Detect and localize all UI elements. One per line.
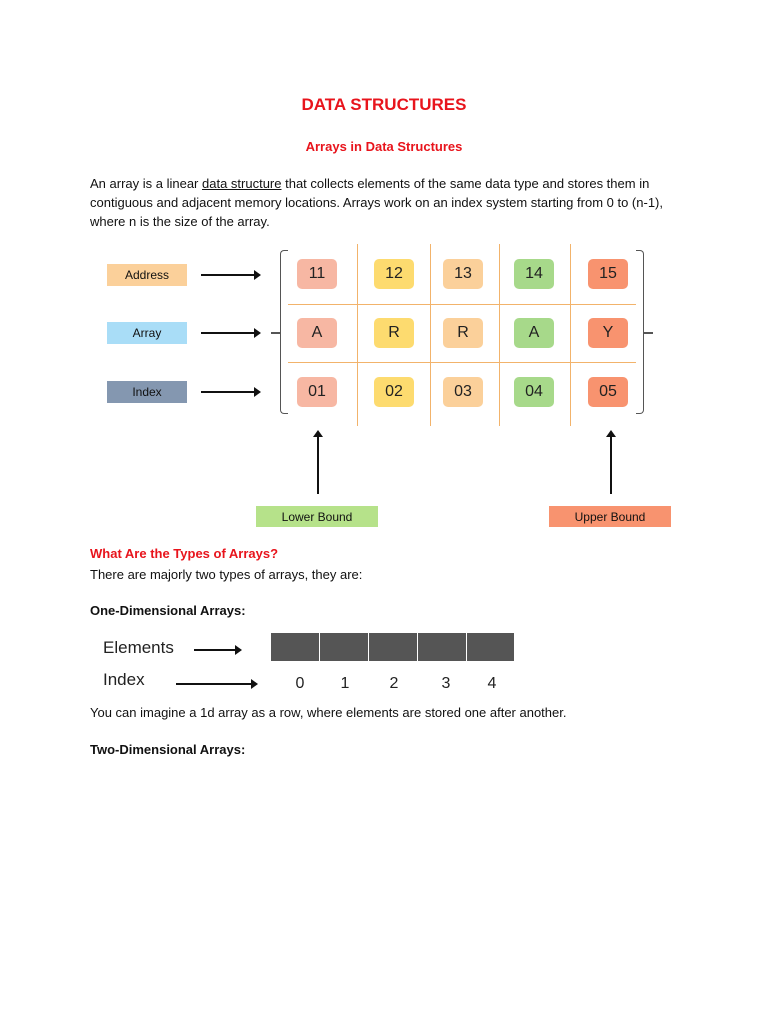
index-row-label: Index	[103, 670, 145, 689]
array-index: 0	[295, 675, 305, 692]
index-cell: 04	[514, 377, 554, 407]
lower-bound-arrow	[317, 434, 319, 494]
index-cell: 03	[443, 377, 483, 407]
page-subtitle: Arrays in Data Structures	[305, 139, 463, 154]
right-bracket-tick	[644, 332, 653, 334]
index-cell: 05	[588, 377, 628, 407]
grid-line	[499, 244, 500, 426]
grid-line	[288, 304, 636, 305]
array-element-box	[369, 633, 418, 661]
elements-arrow	[194, 649, 240, 651]
left-bracket-tick	[271, 332, 280, 334]
array-index: 3	[441, 675, 451, 692]
types-heading: What Are the Types of Arrays?	[90, 546, 279, 561]
address-arrow	[201, 274, 259, 276]
upper-bound-arrow	[610, 434, 612, 494]
array-cell: A	[514, 318, 554, 348]
array-element-box	[467, 633, 514, 661]
index-arrow	[176, 683, 256, 685]
array-index: 2	[389, 675, 399, 692]
array-index: 1	[340, 675, 350, 692]
right-bracket	[636, 250, 644, 414]
array-memory-diagram	[0, 240, 768, 540]
address-cell: 12	[374, 259, 414, 289]
array-index: 4	[487, 675, 497, 692]
intro-text-start: An array is a linear	[90, 176, 202, 191]
grid-line	[357, 244, 358, 426]
address-label: Address	[107, 264, 187, 286]
address-cell: 11	[297, 259, 337, 289]
index-label: Index	[107, 381, 187, 403]
intro-paragraph	[90, 174, 690, 231]
two-dim-heading: Two-Dimensional Arrays:	[90, 742, 246, 757]
lower-bound-label: Lower Bound	[256, 506, 378, 527]
grid-line	[288, 362, 636, 363]
grid-line	[570, 244, 571, 426]
address-cell: 13	[443, 259, 483, 289]
left-bracket	[280, 250, 288, 414]
array-cell: R	[374, 318, 414, 348]
index-cell: 01	[297, 377, 337, 407]
array-element-box	[271, 633, 320, 661]
one-dim-text: You can imagine a 1d array as a row, where elements are stored one after another.	[90, 705, 567, 720]
types-text: There are majorly two types of arrays, they are:	[90, 567, 363, 582]
array-label: Array	[107, 322, 187, 344]
index-arrow	[201, 391, 259, 393]
index-cell: 02	[374, 377, 414, 407]
elements-label: Elements	[103, 638, 174, 657]
grid-line	[430, 244, 431, 426]
data-structure-link[interactable]: data structure	[202, 176, 282, 191]
page-title: DATA STRUCTURES	[301, 95, 467, 114]
array-element-box	[418, 633, 467, 661]
array-arrow	[201, 332, 259, 334]
one-dim-heading: One-Dimensional Arrays:	[90, 603, 246, 618]
address-cell: 14	[514, 259, 554, 289]
address-cell: 15	[588, 259, 628, 289]
array-cell: R	[443, 318, 483, 348]
array-element-box	[320, 633, 369, 661]
upper-bound-label: Upper Bound	[549, 506, 671, 527]
array-cell: A	[297, 318, 337, 348]
array-cell: Y	[588, 318, 628, 348]
intro-text-end: that collects elements of the same data type and stores them in contiguous and adjacent memory locations. Arrays work on an index system starting from 0 to (n-1), where n is the size of the array.	[90, 176, 663, 229]
